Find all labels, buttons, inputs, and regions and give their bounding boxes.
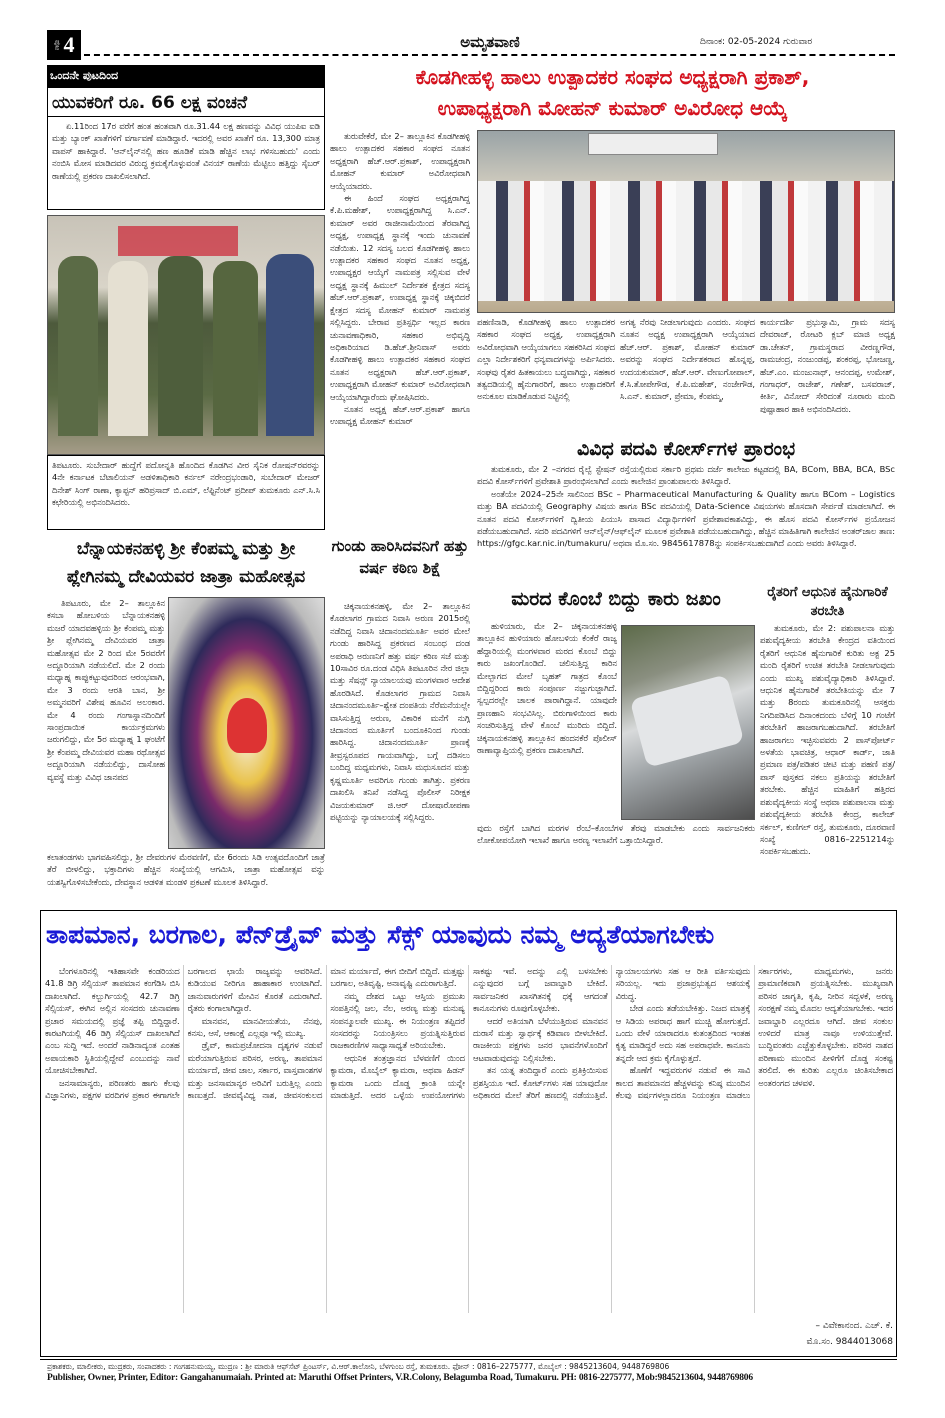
imprint-divider — [40, 1359, 897, 1360]
lead-body-col-c: ಕಾರ್ಯದರ್ಶಿ ಪ್ರಭುಸ್ವಾಮಿ, ಗ್ರಾಮ ಸದಸ್ಯ ದೇವರಾಜ್, ರೋಟರಿ ಕ್ಲಬ್ ಮಾಜಿ ಅಧ್ಯಕ್ಷ ಡಾ.ಚೇತನ್, ಗ್ರಾಮಸ್ಥರಾದ ವೀರಣ್ಣಗೌಡ, ರಾಮಚಂದ್ರ, ನಂಜುಂಡಪ್ಪ, ಶಂಕರಪ್ಪ, ಭೋಜಣ್ಣ, ಹೆಚ್.ಎಂ. ಮಂಜುನಾಥ್, ಆನಂದಪ್ಪ, ಉಮೇಶ್, ಗಂಗಾಧರ್, ರಾಜೇಶ್, ಗಣೇಶ್, ಬಸವರಾಜ್, ಕೀರ್ತಿ, ವಿನೋದ್ ಸೇರಿದಂತೆ ನೂರಾರು ಮಂದಿ ಪುಷ್ಪಾಹಾರ ಹಾಕಿ ಅಭಿನಂದಿಸಿದರು. — [760, 317, 895, 414]
dairy-training-headline: ರೈತರಿಗೆ ಆಧುನಿಕ ಹೈನುಗಾರಿಕೆ ತರಬೇತಿ — [767, 585, 888, 619]
car-body: ಹುಳಿಯಾರು, ಮೇ 2– ಚಿಕ್ಕನಾಯಕನಹಳ್ಳಿ ತಾಲ್ಲೂಕಿನ ಹುಳಿಯಾರು ಹೋಬಳಿಯ ಕೆಂಕೆರೆ ರಾಜ್ಯ ಹೆದ್ದಾರಿಯಲ್ಲಿ ಮಂಗಳವಾರ ಮರದ ಕೊಂಬೆ ಬಿದ್ದು ಕಾರು ಜಖಂಗೊಂಡಿದೆ. ಚಲಿಸುತ್ತಿದ್ದ ಕಾರಿನ ಮೇಲ್ಭಾಗದ ಮೇಲೆ ಬೃಹತ್ ಗಾತ್ರದ ಕೊಂಬೆ ಬಿದ್ದಿದ್ದರಿಂದ ಕಾರು ಸಂಪೂರ್ಣ ನಜ್ಜುಗುಜ್ಜಾಗಿದೆ. ಸ್ವಲ್ಪದರಲ್ಲೇ ಚಾಲಕ ಪಾರಾಗಿದ್ದಾನೆ. ಯಾವುದೇ ಪ್ರಾಣಹಾನಿ ಸಂಭವಿಸಿಲ್ಲ. ಬಿರುಗಾಳಿಯಿಂದ ಕಾರು ಸಂಚರಿಸುತ್ತಿದ್ದ ವೇಳೆ ಕೊಂಬೆ ಮುರಿದು ಬಿದ್ದಿದೆ. ಚಿಕ್ಕನಾಯಕನಹಳ್ಳಿ ತಾಲ್ಲೂಕಿನ ಹಂದನಕೆರೆ ಪೊಲೀಸ್ ಠಾಣಾವ್ಯಾಪ್ತಿಯಲ್ಲಿ ಪ್ರಕರಣ ದಾಖಲಾಗಿದೆ. — [477, 621, 617, 756]
paper-name: ಅಮೃತವಾಣಿ — [460, 33, 520, 51]
courses-headline: ವಿವಿಧ ಪದವಿ ಕೋರ್ಸ್‌ಗಳ ಪ್ರಾರಂಭ — [576, 438, 796, 460]
imprint-kannada: ಪ್ರಕಾಶಕರು, ಮಾಲೀಕರು, ಮುದ್ರಕರು, ಸಂಪಾದಕರು : ಗಂಗಹನುಮಯ್ಯ, ಮುದ್ರಣ : ಶ್ರೀ ಮಾರುತಿ ಆಫ್‌ಸೆಟ್ ಪ್ರಿಂಟರ್ಸ್, ವಿ.ಆರ್.ಕಾಲೋನಿ, ಬೆಳಗುಂಬ ರಸ್ತೆ, ತುಮಕೂರು. ಫೋನ್ : 0816–2275777, ಮೊಬೈಲ್ : 9845213604, 9448769806 — [47, 1362, 670, 1371]
lead-body-col-a: ಪಹಣಿನಾಡಿ, ಕೊಡಗೀಹಳ್ಳಿ ಹಾಲು ಉತ್ಪಾದಕರ ಸಹಕಾರ ಸಂಘದ ಅಧ್ಯಕ್ಷ, ಉಪಾಧ್ಯಕ್ಷರಾಗಿ ಅವಿರೋಧವಾಗಿ ಆಯ್ಕೆಯಾಗಲು ಸಹಕರಿಸಿದ ಸಂಘದ ಎಲ್ಲಾ ನಿರ್ದೇಶಕರಿಗೆ ಧನ್ಯವಾದಗಳನ್ನು ಅರ್ಪಿಸಿದರು. ಸಂಘವು ರೈತರ ಹಿತಕಾಯಲು ಬದ್ಧವಾಗಿದ್ದು, ಸಹಕಾರ ತತ್ವದಡಿಯಲ್ಲಿ ಹೈನುಗಾರರಿಗೆ, ಹಾಲು ಉತ್ಪಾದಕರಿಗೆ ಅನುಕೂಲ ಮಾಡಿಕೊಡುವ ನಿಟ್ಟಿನಲ್ಲಿ — [477, 317, 615, 402]
damaged-car-photo — [621, 625, 755, 820]
page-number: 4 — [63, 32, 75, 57]
jatra-body: ತಿಪಟೂರು, ಮೇ 2– ತಾಲ್ಲೂಕಿನ ಕಸಬಾ ಹೋಬಳಿಯ ಬೆನ್ನಾಯಕನಹಳ್ಳಿ ಮಜರೆ ಯಾದವಹಳ್ಳಿಯ ಶ್ರೀ ಕೆಂಪಮ್ಮ ಮತ್ತು ಶ್ರೀ ಪ್ಲೇಗಿನಮ್ಮ ದೇವಿಯವರ ಜಾತ್ರಾ ಮಹೋತ್ಸವ ಮೇ 2 ರಿಂದ ಮೇ 5ರವರೆಗೆ ಅದ್ದೂರಿಯಾಗಿ ನಡೆಯಲಿದೆ. ಮೇ 2 ರಂದು ಮಧ್ಯಾಹ್ನ ಕಾಪ್ಪುಕಟ್ಟುವುದರಿಂದ ಆರಂಭವಾಗಿ, ಮೇ 3 ರಂದು ಆರತಿ ಬಾನ, ಶ್ರೀ ಅಮ್ಮನವರಿಗೆ ವಿಶೇಷ ಹೂವಿನ ಅಲಂಕಾರ. ಮೇ 4 ರಂದು ಗಂಗಾಸ್ನಾನದಿಂದಿಗೆ ಸಾಂಪ್ರದಾಯಿಕ ಕಾರ್ಯಕ್ರಮಗಳು ಜರುಗಲಿದ್ದು, ಮೇ 5ರ ಮಧ್ಯಾಹ್ನ 1 ಘಂಟೆಗೆ ಶ್ರೀ ಕೆಂಪಮ್ಮ ದೇವಿಯವರ ಮಹಾ ರಥೋತ್ಸವ ಅದ್ದೂರಿಯಾಗಿ ನಡೆಯಲಿದ್ದು, ದಾಸೋಹ ವ್ಯವಸ್ಥೆ ಮತ್ತು ವಿವಿಧ ಜಾನಪದ — [47, 598, 165, 782]
lead-body-left: ತುರುವೇಕೆರೆ, ಮೇ 2– ತಾಲ್ಲೂಕಿನ ಕೊಡಗೀಹಳ್ಳಿ ಹಾಲು ಉತ್ಪಾದಕರ ಸಹಕಾರ ಸಂಘದ ನೂತನ ಅಧ್ಯಕ್ಷರಾಗಿ ಹೆಚ್.ಆರ್.ಪ್ರಕಾಶ್, ಉಪಾಧ್ಯಕ್ಷರಾಗಿ ಮೋಹನ್ ಕುಮಾರ್ ಅವಿರೋಧವಾಗಿ ಆಯ್ಕೆಯಾದರು. ಈ ಹಿಂದೆ ಸಂಘದ ಅಧ್ಯಕ್ಷರಾಗಿದ್ದ ಕೆ.ಪಿ.ಮಹೇಶ್, ಉಪಾಧ್ಯಕ್ಷರಾಗಿದ್ದ ಸಿ.ಎನ್. ಕುಮಾರ್ ಅವರ ರಾಜೀನಾಮೆಯಿಂದ ತೆರವಾಗಿದ್ದ ಅಧ್ಯಕ್ಷ, ಉಪಾಧ್ಯಕ್ಷ ಸ್ಥಾನಕ್ಕೆ ಇಂದು ಚುನಾವಣೆ ನಡೆಯಿತು. 12 ಸದಸ್ಯ ಬಲದ ಕೊಡಗೀಹಳ್ಳಿ ಹಾಲು ಉತ್ಪಾದಕರ ಸಹಕಾರ ಸಂಘದ ನೂತನ ಅಧ್ಯಕ್ಷ, ಉಪಾಧ್ಯಕ್ಷರ ಆಯ್ಕೆಗೆ ನಾಮಪತ್ರ ಸಲ್ಲಿಸುವ ವೇಳೆ ಅಧ್ಯಕ್ಷ ಸ್ಥಾನಕ್ಕೆ ಹಿಮುಲ್ ನಿರ್ದೇಶಕ ಕ್ಷೇತ್ರದ ಸದಸ್ಯ ಹೆಚ್.ಆರ್.ಪ್ರಕಾಶ್, ಉಪಾಧ್ಯಕ್ಷ ಸ್ಥಾನಕ್ಕೆ ಚಿಕ್ಕಬಿದರೆ ಕ್ಷೇತ್ರದ ಸದಸ್ಯ ಮೋಹನ್ ಕುಮಾರ್ ನಾಮಪತ್ರ ಸಲ್ಲಿಸಿದ್ದರು. ಬೇರಾವ ಪ್ರತಿಸ್ಪರ್ಧಿ ಇಲ್ಲದ ಕಾರಣ ಚುನಾವಣಾಧಿಕಾರಿ, ಸಹಕಾರ ಅಭಿವೃದ್ಧಿ ಅಧಿಕಾರಿಯಾದ ಡಿ.ಹೆಚ್.ಶ್ರೀನಿವಾಸ್ ಅವರು ಕೊಡಗೀಹಳ್ಳಿ ಹಾಲು ಉತ್ಪಾದಕರ ಸಹಕಾರ ಸಂಘದ ನೂತನ ಅಧ್ಯಕ್ಷರಾಗಿ ಹೆಚ್.ಆರ್.ಪ್ರಕಾಶ್, ಉಪಾಧ್ಯಕ್ಷರಾಗಿ ಮೋಹನ್ ಕುಮಾರ್ ಅವಿರೋಧವಾಗಿ ಆಯ್ಕೆಯಾಗಿದ್ದಾರೆಂದು ಘೋಷಿಸಿದರು. ನೂತನ ಅಧ್ಯಕ್ಷ ಹೆಚ್.ಆರ್.ಪ್ರಕಾಶ್ ಹಾಗೂ ಉಪಾಧ್ಯಕ್ಷ ಮೋಹನ್ ಕುಮಾರ್ — [330, 131, 470, 427]
courses-body: ತುಮಕೂರು, ಮೇ 2 –ನಗರದ ರೈಲ್ವೆ ಸ್ಟೇಷನ್ ರಸ್ತೆಯಲ್ಲಿರುವ ಸರ್ಕಾರಿ ಪ್ರಥಮ ದರ್ಜೆ ಕಾಲೇಜು ಕಟ್ಟಡದಲ್ಲಿ BA, BCom, BBA, BCA, BSc ಪದವಿ ಕೋರ್ಸ್‌ಗಳಿಗೆ ಪ್ರವೇಶಾತಿ ಪ್ರಾರಂಭಿಸಲಾಗಿದೆ ಎಂದು ಕಾಲೇಜಿನ ಪ್ರಾಂಶುಪಾಲರು ತಿಳಿಸಿದ್ದಾರೆ. ಅಂತೆಯೇ 2024–25ನೇ ಸಾಲಿನಿಂದ BSc – Pharmaceutical Manufacturing & Quality ಹಾಗೂ BCom – Logistics ಮತ್ತು BA ಪದವಿಯಲ್ಲಿ Geography ವಿಷಯ ಹಾಗೂ BSc ಪದವಿಯಲ್ಲಿ Data-Science ವಿಷಯಗಳು ಹೊಸದಾಗಿ ಸೇರ್ಪಡೆ ಮಾಡಲಾಗಿದೆ. ಈ ನೂತನ ಪದವಿ ಕೋರ್ಸ್‌ಗಳಿಗೆ ದ್ವಿತೀಯ ಪಿಯುಸಿ ಪಾಸಾದ ವಿದ್ಯಾರ್ಥಿಗಳಿಗೆ ಪ್ರವೇಶಾವಕಾಶವಿದ್ದು, ಈ ಹೊಸ ಪದವಿ ಕೋರ್ಸ್‌ಗಳ ಪ್ರಯೋಜನ ಪಡೆಯಬಹುದಾಗಿದೆ. ಸದರಿ ಪದವಿಗಳಿಗೆ ಆನ್‌ಲೈನ್/ಆಫ್‌ಲೈನ್ ಮೂಲಕ ಪ್ರವೇಶಾತಿ ಪಡೆಯಬಹುದಾಗಿದ್ದು, ಹೆಚ್ಚಿನ ಮಾಹಿತಿಗಾಗಿ ಕಾಲೇಜಿನ ಅಂತರ್‌ಜಾಲ ತಾಣ: https://gfgc.kar.nic.in/tumakuru/ ಅಥವಾ ಮೊ.ಸಂ. 9845617878ನ್ನು ಸಂಪರ್ಕಿಸಬಹುದಾಗಿದೆ ಎಂದು ಅವರು ತಿಳಿಸಿದ್ದಾರೆ. — [477, 464, 895, 549]
feature-headline: ತಾಪಮಾನ, ಬರಗಾಲ, ಪೆನ್‌ಡ್ರೈವ್ ಮತ್ತು ಸೆಕ್ಸ್ ಯಾವುದು ನಮ್ಮ ಆದ್ಯತೆಯಾಗಬೇಕು — [46, 920, 715, 949]
dairy-training-body: ತುಮಕೂರು, ಮೇ 2: ಪಶುಪಾಲನಾ ಮತ್ತು ಪಶುವೈದ್ಯಕೀಯ ತರಬೇತಿ ಕೇಂದ್ರದ ವತಿಯಿಂದ ರೈತರಿಗೆ ಆಧುನಿಕ ಹೈನುಗಾರಿಕೆ ಕುರಿತು ಅಕ್ಟ 25 ಮಂದಿ ರೈತರಿಗೆ ಉಚಿತ ತರಬೇತಿ ನೀಡಲಾಗುವುದು ಎಂದು ಮುಖ್ಯ ಪಶುವೈದ್ಯಾಧಿಕಾರಿ ತಿಳಿಸಿದ್ದಾರೆ. ಆಧುನಿಕ ಹೈನುಗಾರಿಕೆ ತರಬೇತಿಯನ್ನು ಮೇ 7 ಮತ್ತು 8ರಂದು ತುಮಕೂರಿನಲ್ಲಿ ಆಸಕ್ತರು ನಿಗದಿಪಡಿಸಿದ ದಿನಾಂಕದಂದು ಬೆಳಿಗ್ಗೆ 10 ಗಂಟೆಗೆ ತರಬೇತಿಗೆ ಹಾಜರಾಗಬಹುದಾಗಿದೆ. ತರಬೇತಿಗೆ ಹಾಜರಾಗಲು ಇಚ್ಛಿಸುವವರು 2 ಪಾಸ್‌ಪೋರ್ಟ್ ಅಳತೆಯ ಭಾವಚಿತ್ರ, ಆಧಾರ್ ಕಾರ್ಡ್, ಜಾತಿ ಪ್ರಮಾಣ ಪತ್ರ/ಪಡಿತರ ಚೀಟಿ ಮತ್ತು ಪಹಣಿ ಪತ್ರ/ಪಾಸ್ ಪುಸ್ತಕದ ನಕಲು ಪ್ರತಿಯನ್ನು ತರಬೇತಿಗೆ ತರಬೇಕು. ಹೆಚ್ಚಿನ ಮಾಹಿತಿಗೆ ಹತ್ತಿರದ ಪಶುವೈದ್ಯಕೀಯ ಸಂಸ್ಥೆ ಅಥವಾ ಪಶುಪಾಲನಾ ಮತ್ತು ಪಶುವೈದ್ಯಕೀಯ ತರಬೇತಿ ಕೇಂದ್ರ, ಕಾಲೇಜ್ ಸರ್ಕಲ್, ಕುಣಿಗಲ್ ರಸ್ತೆ, ತುಮಕೂರು, ದೂರವಾಣಿ ಸಂಖ್ಯೆ 0816–2251214ನ್ನು ಸಂಪರ್ಕಿಸಬಹುದು. — [760, 623, 895, 857]
army-photo-caption: ತಿಪಟೂರು. ಸುಬೇದಾರ್ ಹುದ್ದೆಗೆ ಪದೋನ್ನತಿ ಹೊಂದಿದ ಕೊಡಗಿನ ವೀರ ಸೈನಿಕ ರೋಷನ್‌ರವರನ್ನು 4ನೇ ಕರ್ನಾಟಕ ಬೆಟಾಲಿಯನ್ ಅಡಳಿತಾಧಿಕಾರಿ ಕರ್ನಲ್ ನರೇಂದ್ರಭಂಡಾರಿ, ಸುಬೇದಾರ್ ಮೇಜರ್ ದಿನೇಶ್ ಸಿಂಗ್ ರಾಣಾ, ಕ್ಯಾಪ್ಟನ್ ಹರಿಪ್ರಸಾದ್ ಬಿ.ಎಮ್, ಲೆಫ್ಟಿನೆಂಟ್ ಪ್ರದೀಪ್ ತುಮಕೂರು ಎನ್.ಸಿ.ಸಿ ಕಛೇರಿಯಲ್ಲಿ ಅಭಿನಂದಿಸಿದರು. — [47, 455, 325, 530]
jatra-headline: ಬೆನ್ನಾಯಕನಹಳ್ಳಿ ಶ್ರೀ ಕೆಂಪಮ್ಮ ಮತ್ತು ಶ್ರೀ ಪ್ಲೇಗಿನಮ್ಮ ದೇವಿಯವರ ಜಾತ್ರಾ ಮಹೋತ್ಸವ — [66, 539, 306, 587]
continued-body: ಏ.11ರಿಂದ 17ರ ವರೆಗೆ ಹಂತ ಹಂತವಾಗಿ ರೂ.31.44 ಲಕ್ಷ ಹಣವನ್ನು ವಿವಿಧ ಯುಪಿಐ ಐಡಿ ಮತ್ತು ಬ್ಯಾಂಕ್ ಖಾತೆಗಳಿಗೆ ವರ್ಗಾವಣೆ ಮಾಡಿದ್ದಾರೆ. ಇದರಲ್ಲಿ ಅವರ ಖಾತೆಗೆ ರೂ. 13,300 ಮಾತ್ರ ವಾಪಸ್ ಹಾಕಿದ್ದಾರೆ. 'ಆನ್‌ಲೈನ್‌ನಲ್ಲಿ ಹಣ ಹೂಡಿಕೆ ಮಾಡಿ ಹೆಚ್ಚಿನ ಲಾಭ ಗಳಿಸಬಹುದು' ಎಂದು ನಂಬಿಸಿ ಮೋಸ ಮಾಡಿದವರ ವಿರುದ್ಧ ಕ್ರಮಕೈಗೊಳ್ಳುವಂತೆ ವಿನಯ್ ಠಾಣೆಯ ಮೆಟ್ಟಿಲು ಹತ್ತಿದ್ದು ಸೈಬರ್ ಠಾಣೆಯಲ್ಲಿ ಪ್ರಕರಣ ದಾಖಲಿಸಲಾಗಿದೆ. — [52, 121, 320, 181]
continued-box — [47, 87, 325, 210]
byline-phone: ಮೊ.ಸಂ. 9844013068 — [806, 1337, 893, 1347]
lead-body-col-b: ಅಗತ್ಯ ನೆರವು ನೀಡಲಾಗುವುದು ಎಂದರು. ಸಂಘದ ನೂತನ ಅಧ್ಯಕ್ಷ ಉಪಾಧ್ಯಕ್ಷರಾಗಿ ಆಯ್ಕೆಯಾದ ಹೆಚ್.ಆರ್. ಪ್ರಕಾಶ್, ಮೋಹನ್ ಕುಮಾರ್ ಅವರನ್ನು ಸಂಘದ ನಿರ್ದೇಶಕರಾದ ಹೊನ್ನಪ್ಪ, ಉದಯಕುಮಾರ್, ಹೆಚ್.ಆರ್. ವೇಣುಗೋಪಾಲ್, ಕೆ.ಸಿ.ತೋಪೇಗೌಡ, ಕೆ.ಪಿ.ಮಹೇಶ್, ನಂಜೇಗೌಡ, ಸಿ.ಎನ್. ಕುಮಾರ್, ಪ್ರೇಮಾ, ಕೆಂಪಮ್ಮ, — [620, 317, 755, 402]
car-headline: ಮರದ ಕೊಂಬೆ ಬಿದ್ದು ಕಾರು ಜಖಂ — [511, 588, 721, 610]
jatra-footer: ಕಲಾತಂಡಗಳು ಭಾಗವಹಿಸಲಿದ್ದು, ಶ್ರೀ ದೇವರುಗಳ ಮೆರವಣಿಗೆ, ಮೇ 6ರಂದು ಸಿಡಿ ಉತ್ಸವದೊಂದಿಗೆ ಜಾತ್ರೆ ತೆರೆ ಬೀಳಲಿದ್ದು, ಭಕ್ತಾದಿಗಳು ಹೆಚ್ಚಿನ ಸಂಖ್ಯೆಯಲ್ಲಿ ಆಗಮಿಸಿ, ಜಾತ್ರಾ ಮಹೋತ್ಸವ ವನ್ನು ಯಶಸ್ವಿಗೊಳಿಸಬೇಕೆಂದು, ದೇವಸ್ಥಾನ ಆಡಳಿತ ಮಂಡಳಿ ಪ್ರಕಟಣೆ ಮೂಲಕ ತಿಳಿಸಿದ್ದಾರೆ. — [47, 852, 325, 887]
feature-byline — [760, 1318, 893, 1350]
lead-headline-line-2: ಉಪಾಧ್ಯಕ್ಷರಾಗಿ ಮೋಹನ್ ಕುಮಾರ್ ಅವಿರೋಧ ಆಯ್ಕೆ — [437, 96, 788, 120]
goddess-decoration-photo — [168, 597, 325, 849]
continued-label: ಒಂದನೇ ಪುಟದಿಂದ — [47, 65, 325, 87]
lead-headline-line-1: ಕೊಡಗೀಹಳ್ಳಿ ಹಾಲು ಉತ್ಪಾದಕರ ಸಂಘದ ಅಧ್ಯಕ್ಷರಾಗಿ ಪ್ರಕಾಶ್, — [415, 65, 810, 89]
masthead-divider — [84, 54, 895, 56]
page-label: ಪುಟ — [53, 39, 62, 51]
gundu-headline: ಗುಂಡು ಹಾರಿಸಿದವನಿಗೆ ಹತ್ತು ವರ್ಷ ಕಠಿಣ ಶಿಕ್ಷೆ — [331, 537, 469, 577]
army-felicitation-photo — [47, 215, 325, 455]
dairy-society-group-photo — [477, 130, 895, 313]
page-number-badge — [47, 30, 81, 60]
lead-headline — [330, 62, 895, 124]
continued-headline: ಯುವಕರಿಗೆ ರೂ. 66 ಲಕ್ಷ ವಂಚನೆ — [48, 90, 324, 117]
imprint-english: Publisher, Owner, Printer, Editor: Gangahanumaiah. Printed at: Maruthi Offset Printers, V.R.Colony, Belagumba Road, Tumakuru. PH: 0816-2275777, Mob:9845213604, 9448769806 — [47, 1373, 753, 1383]
feature-body: ಬೆಂಗಳೂರಿನಲ್ಲಿ ಇತಿಹಾಸವೇ ಕಂಡರಿಯದ 41.8 ಡಿಗ್ರಿ ಸೆಲ್ಸಿಯಸ್ ತಾಪಮಾನ ಕಂಗೆಡಿಸಿ ಬಿಸಿ ದಾಖಲಾಗಿದೆ. ಕಲ್ಬುರ್ಗಿಯಲ್ಲಿ 42.7 ಡಿಗ್ರಿ ಸೆಲ್ಸಿಯಸ್, ಈಗಿನ ಅಲ್ಲಿನ ಸಂಸದರು ಚುನಾವಣಾ ಪ್ರಚಾರ ಸಮಯದಲ್ಲಿ ಪ್ರಜ್ಞೆ ತಪ್ಪಿ ಬಿದ್ದಿದ್ದಾರೆ. ಕಾರಟಗಿಯಲ್ಲಿ 46 ಡಿಗ್ರಿ ಸೆಲ್ಸಿಯಸ್ ದಾಖಲಾಗಿದೆ ಎಂಬ ಸುದ್ದಿ ಇದೆ. ಅಂದರೆ ನಾಡಿನಾದ್ಯಂತ ಎಂತಹ ಅಪಾಯಕಾರಿ ಸ್ಥಿತಿಯಲ್ಲಿದ್ದೇವೆ ಎಂಬುದನ್ನು ನಾವೆ ಯೋಚಿಸಬೇಕಾಗಿದೆ. ಜನಸಾಮಾನ್ಯರು, ಪರಿಣತರು ಹಾಗು ಕೆಲವು ವಿಜ್ಞಾನಿಗಳು, ಪಕ್ಷಗಳ ವರದಿಗಳ ಪ್ರಕಾರ ಈಗಾಗಲೇ ಬರಗಾಲದ ಛಾಯೆ ರಾಜ್ಯವನ್ನು ಆವರಿಸಿದೆ. ಕುಡಿಯುವ ನೀರಿಗೂ ಹಾಹಾಕಾರ ಉಂಟಾಗಿದೆ. ಜಾನುವಾರುಗಳಿಗೆ ಮೇವಿನ ಕೊರತೆ ಎದುರಾಗಿದೆ. ರೈತರು ಕಂಗಾಲಾಗಿದ್ದಾರೆ. ಮಾನವನ, ಮಾನವೀಯತೆಯ, ನೆನಪು, ಕನಸು, ಆಸೆ, ಆಕಾಂಕ್ಷೆ ಎಲ್ಲವೂ ಇಲ್ಲಿ ಮುಖ್ಯ. ಡ್ರೈವ್, ಕಾಮಪ್ರಚೋದನಾ ದೃಶ್ಯಗಳ ನಡುವೆ ಮರೆಯಾಗುತ್ತಿರುವ ಪರಿಸರ, ಅರಣ್ಯ, ತಾಪಮಾನ ಮರ್ಯಾದೆ, ಜೀವ ಜಾಲ, ಸರ್ಕಾರ, ವಾಸ್ತವಾಂಶಗಳ ಮತ್ತು ಜನಸಾಮಾನ್ಯರ ಅರಿವಿಗೆ ಬರುತ್ತಿಲ್ಲ ಎಂದು ಕಾಣುತ್ತದೆ. ಜೀವವೈವಿಧ್ಯ ನಾಶ, ಜೀವಸಂಕುಲದ ಮಾನ ಮರ್ಯಾದೆ, ಈಗ ಬೀದಿಗೆ ಬಿದ್ದಿದೆ. ಮತ್ತಷ್ಟು ಬರಗಾಲ, ಅತಿವೃಷ್ಟಿ, ಅನಾವೃಷ್ಟಿ ಎದುರಾಗುತ್ತಿದೆ. ನಮ್ಮ ದೇಶದ ಒಟ್ಟು ಆಸ್ತಿಯ ಪ್ರಮುಖ ಸಂಪತ್ತಿನಲ್ಲಿ ಜಲ, ನೆಲ, ಅರಣ್ಯ ಮತ್ತು ಮನುಷ್ಯ ಸಂಪನ್ಮೂಲವೇ ಮುಖ್ಯ. ಈ ನಿಯಂತ್ರಣ ತಪ್ಪಿದರೆ ಸಂಸದರನ್ನು ನಿಯಂತ್ರಿಸಲು ಪ್ರಯತ್ನಿಸುತ್ತಿರುವ ರಾಜಕಾರಣಿಗಳ ಸಾಧ್ಯಾಸಾಧ್ಯತೆ ಅರಿಯಬೇಕು. ಆಧುನಿಕ ತಂತ್ರಜ್ಞಾನದ ಬೆಳವಣಿಗೆ ಯಿಂದ ಕ್ಯಾಮರಾ, ಮೊಬೈಲ್ ಕ್ಯಾಮರಾ, ಅಥವಾ ಹಿಡನ್ ಕ್ಯಾಮರಾ ಒಂದು ದೊಡ್ಡ ಕ್ರಾಂತಿ ಯನ್ನೇ ಮಾಡುತ್ತಿದೆ. ಅದರ ಒಳ್ಳೆಯ ಉಪಯೋಗಗಳು ಸಾಕಷ್ಟು ಇವೆ. ಅದನ್ನು ಎಲ್ಲಿ ಬಳಸಬೇಕು ಎನ್ನುವುದರ ಬಗ್ಗೆ ಜವಾಬ್ದಾರಿ ಬೇಕಿದೆ. ಸಾರ್ವಜನಿಕರ ಖಾಸಗಿತನಕ್ಕೆ ಧಕ್ಕೆ ಆಗದಂತೆ ಕಾನೂನುಗಳು ರೂಪುಗೊಳ್ಳಬೇಕು. ಆದರೆ ಅತಿಯಾಗಿ ಬೆಳೆಯುತ್ತಿರುವ ಮಾನವನ ದುರಾಸೆ ಮತ್ತು ಸ್ವಾರ್ಥಕ್ಕೆ ಕಡಿವಾಣ ಬೀಳಬೇಕಿದೆ. ರಾಜಕೀಯ ಪಕ್ಷಗಳು ಜನರ ಭಾವನೆಗಳೊಂದಿಗೆ ಆಟವಾಡುವುದನ್ನು ನಿಲ್ಲಿಸಬೇಕು. ತನ ಯತ್ನ ತಂದಿದ್ದಾರೆ ಎಂದು ಪ್ರತಿಕ್ರಿಯಿಸುವ ಪ್ರಶಸ್ತಿಯೂ ಇದೆ. ಕೋರ್ಟ್‌ಗಳು ಸಹ ಯಾವುದೋ ಅಧಿಕಾರದ ಮೇಲೆ ತೆರಿಗೆ ಹಣದಲ್ಲಿ ನಡೆಯುತ್ತಿವೆ. ನ್ಯಾಯಾಲಯಗಳು ಸಹ ಆ ರೀತಿ ವರ್ತಿಸುವುದು ಸರಿಯಲ್ಲ. ಇದು ಪ್ರಜಾಪ್ರಭುತ್ವದ ಆಶಯಕ್ಕೆ ವಿರುದ್ಧ. ಬೇಡ ಎಂದು ತಡೆಯಬೇಕಿತ್ತು. ನಿಜದ ಮಾತ್ರಕ್ಕೆ ಆ ಸಿಡಿಯ ಅಪರಾಧ ಹಾಗೆ ಮುಚ್ಚಿ ಹೋಗುತ್ತದೆ. ಒಂದು ವೇಳೆ ಯಾರಾದರೂ ಕುತಂತ್ರದಿಂದ ಇಂತಹ ಕೃತ್ಯ ಮಾಡಿದ್ದರೆ ಅದು ಸಹ ಅಪರಾಧವೇ. ಕಾನೂನು ತನ್ನದೇ ಆದ ಕ್ರಮ ಕೈಗೊಳ್ಳುತ್ತದೆ. ಹೊಣೆಗೆ ಇದ್ದವರುಗಳ ನಡುವೆ ಈ ಸಾವಿ ಕಾಲದ ತಾಪಮಾನದ ಹೆಚ್ಚಳವನ್ನು ಕನಿಷ್ಠ ಮುಂದಿನ ಕೆಲವು ವರ್ಷಗಳಲ್ಲಾದರೂ ನಿಯಂತ್ರಣ ಮಾಡಲು ಸರ್ಕಾರಗಳು, ಮಾಧ್ಯಮಗಳು, ಜನರು ಪ್ರಾಮಾಣಿಕವಾಗಿ ಪ್ರಯತ್ನಿಸಬೇಕು. ಮುಖ್ಯವಾಗಿ ಪರಿಸರ ಜಾಗೃತಿ, ಕೃಷಿ, ನೀರಿನ ಸದ್ಬಳಕೆ, ಅರಣ್ಯ ಸಂರಕ್ಷಣೆ ನಮ್ಮ ಮೊದಲ ಆದ್ಯತೆಯಾಗಬೇಕು. ಇದರ ಜವಾಬ್ದಾರಿ ಎಲ್ಲರದೂ ಆಗಿದೆ. ಜೀವ ಸಂಕುಲ ಉಳಿದರೆ ಮಾತ್ರ ನಾವೂ ಉಳಿಯುತ್ತೇವೆ. ಬುದ್ಧಿವಂತರು ಎಚ್ಚೆತ್ತುಕೊಳ್ಳಬೇಕು. ಪರಿಸರ ನಾಶದ ಪರಿಣಾಮ ಮುಂದಿನ ಪೀಳಿಗೆಗೆ ದೊಡ್ಡ ಸಂಕಷ್ಟ ತರಲಿದೆ. ಈ ಕುರಿತು ಎಲ್ಲರೂ ಚಿಂತಿಸಬೇಕಾದ ಅಂತರಂಗದ ಚಳವಳಿ. — [45, 966, 893, 1101]
byline-name: – ವಿವೇಕಾನಂದ. ಎಚ್. ಕೆ. — [815, 1321, 893, 1331]
car-footer: ವುದು ರಸ್ತೆಗೆ ಬಾಗಿದ ಮರಗಳ ರೆಂಬೆ–ಕೊಂಬೆಗಳ ತೆರವು ಮಾಡಬೇಕು ಎಂದು ಸಾರ್ವಜನಿಕರು ಲೋಕೋಪಯೋಗಿ ಇಲಾಖೆ ಹಾಗೂ ಅರಣ್ಯ ಇಲಾಖೆಗೆ ಒತ್ತಾಯಿಸಿದ್ದಾರೆ. — [477, 823, 755, 846]
issue-date: ದಿನಾಂಕ: 02-05-2024 ಗುರುವಾರ — [700, 37, 813, 47]
gundu-body: ಚಿಕ್ಕನಾಯಕನಹಳ್ಳಿ, ಮೇ 2– ತಾಲ್ಲೂಕಿನ ಕೊಡಲಾಗರ ಗ್ರಾಮದ ನಿವಾಸಿ ಅರುಣ 2015ರಲ್ಲಿ ನಡೆದಿದ್ದ ನಿವಾಸಿ ಚಿದಾನಂದಮೂರ್ತಿ ಅವರ ಮೇಲೆ ಗುಂಡು ಹಾರಿಸಿದ್ದ ಪ್ರಕರಣದ ಸಂಬಂಧ ದಂಡ ಅಪರಾಧಿ ಅರುಣನಿಗೆ ಹತ್ತು ವರ್ಷ ಕಠಿಣ ಸಜೆ ಮತ್ತು 10ಸಾವಿರ ರೂ.ದಂಡ ವಿಧಿಸಿ ತಿಪಟೂರಿನ ನೇರ ಜಿಲ್ಲಾ ಮತ್ತು ಸೆಷನ್ಸ್ ನ್ಯಾಯಾಲಯವು ಮಂಗಳವಾರ ಆದೇಶ ಹೊರಡಿಸಿದೆ. ಕೊಡಲಾಗರ ಗ್ರಾಮದ ನಿವಾಸಿ ಚಿದಾನಂದಮೂರ್ತಿ–ಶ್ವೇತ ದಂಪತಿಯ ನೆರೆಮನೆಯಲ್ಲೇ ವಾಸಿಸುತ್ತಿದ್ದ ಅರುಣ, ವಿಕಾರಿಕ ಮನೆಗೆ ನುಗ್ಗಿ ಚಿದಾನಂದ ಮೂರ್ತಿಗೆ ಬಂದೂಕಿನಿಂದ ಗುಂಡು ಹಾರಿಸಿದ್ದ. ಚಿದಾನಂದಮೂರ್ತಿ ಪ್ರಾಣಕ್ಕೆ ತೀವ್ರಸ್ವರೂಪದ ಗಾಯವಾಗಿದ್ದು, ಬಗ್ಗೆ ದಡಿಸಲು ಬಂದಿದ್ದ ಮಧ್ಯಮಗಳು, ನಿವಾಸಿ ಮಧುಸೂದನ ಮತ್ತು ಕೃಷ್ಣಮೂರ್ತಿ ಅವರಿಗೂ ಗುಂಡು ತಾಗಿತ್ತು. ಪ್ರಕರಣ ದಾಖಲಿಸಿ ತನಿಖೆ ನಡೆಸಿದ್ದ ಪೊಲೀಸ್ ನಿರೀಕ್ಷಕ ವಿಜಯಕುಮಾರ್ ಜಿ.ಆರ್ ದೋಷಾರೋಪಣಾ ಪಟ್ಟಿಯನ್ನು ನ್ಯಾಯಾಲಯಕ್ಕೆ ಸಲ್ಲಿಸಿದ್ದರು. — [330, 601, 470, 822]
